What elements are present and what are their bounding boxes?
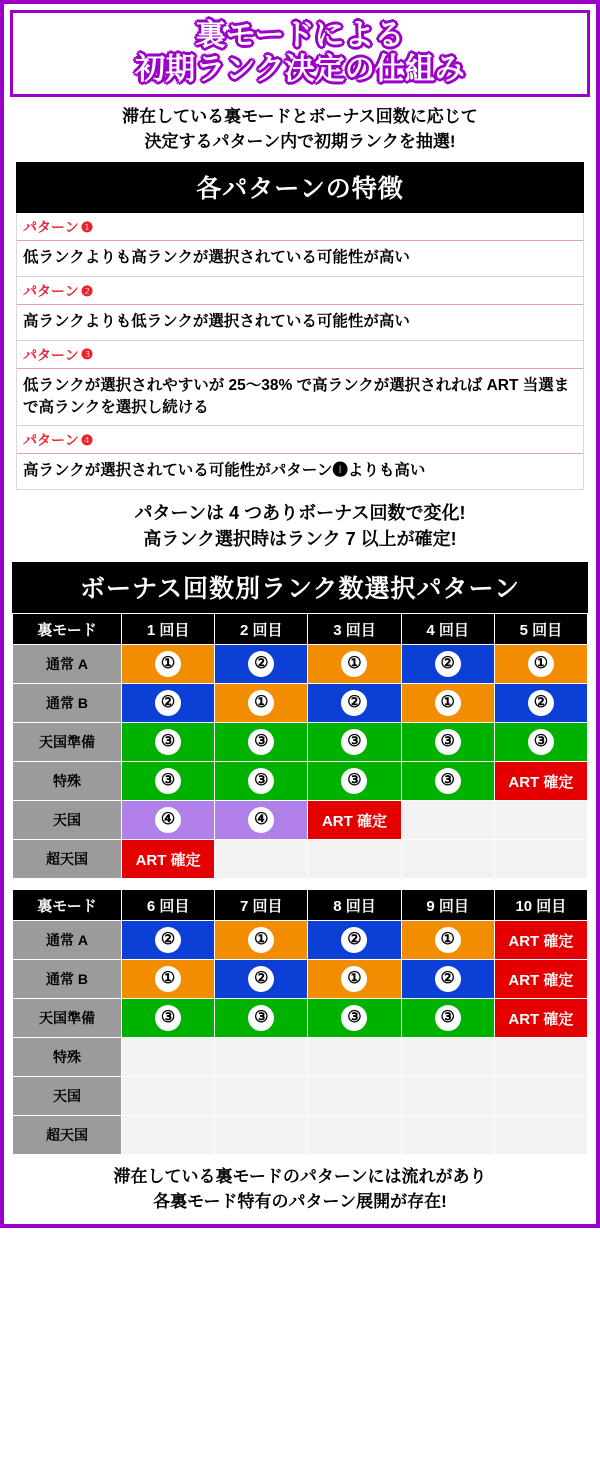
rank-table-block-2 (12, 889, 588, 1155)
rank-pattern-badge: ③ (155, 768, 181, 794)
row-header-mode: 特殊 (13, 762, 122, 801)
pattern-number-2: ❷ (80, 282, 94, 299)
pattern-label-1 (17, 213, 583, 241)
table-cell (308, 762, 401, 801)
table-cell (215, 1077, 308, 1116)
rank-table-2-head (13, 890, 588, 921)
table-cell (122, 1077, 215, 1116)
pattern-number-3: ❸ (80, 346, 94, 363)
rank-pattern-badge: ① (248, 690, 274, 716)
table-row (13, 921, 588, 960)
rank-pattern-badge: ③ (435, 729, 461, 755)
row-header-mode: 天国 (13, 1077, 122, 1116)
table-cell (494, 840, 587, 879)
table-cell (494, 1116, 587, 1155)
table-row (13, 1038, 588, 1077)
pattern-desc-4: 高ランクが選択されている可能性がパターン❶よりも高い (17, 454, 583, 489)
table-cell (215, 921, 308, 960)
table-cell (401, 684, 494, 723)
rank-pattern-badge: ① (435, 927, 461, 953)
rank-pattern-badge: ① (341, 651, 367, 677)
features-heading: 各パターンの特徴 (16, 162, 584, 213)
header-col-2: 2 回目 (215, 614, 308, 645)
table-cell (494, 801, 587, 840)
pattern-label-text-2: パターン (23, 283, 79, 300)
table-cell (308, 840, 401, 879)
table-row (13, 801, 588, 840)
table-cell (308, 723, 401, 762)
pattern-label-3 (17, 341, 583, 369)
table-cell (122, 1116, 215, 1155)
table-cell (122, 762, 215, 801)
header-mode-2: 裏モード (13, 890, 122, 921)
rank-table-block-1 (12, 613, 588, 879)
table-cell: ART 確定 (308, 801, 401, 840)
table-cell: ART 確定 (494, 921, 587, 960)
header-col-6: 6 回目 (122, 890, 215, 921)
features-list (16, 213, 584, 489)
pattern-label-text-1: パターン (23, 219, 79, 236)
rank-pattern-badge: ③ (341, 1005, 367, 1031)
row-header-mode: 特殊 (13, 1038, 122, 1077)
table-row (13, 723, 588, 762)
table-cell (122, 723, 215, 762)
mid-note-line-1: パターンは 4 つありボーナス回数で変化! (134, 502, 466, 523)
row-header-mode: 通常 B (13, 684, 122, 723)
rank-pattern-badge: ④ (248, 807, 274, 833)
pattern-desc-3: 低ランクが選択されやすいが 25〜38% で高ランクが選択されれば ART 当選まで高ランクを選択し続ける (17, 369, 583, 426)
table-cell (401, 921, 494, 960)
table-cell (308, 1116, 401, 1155)
mid-note (12, 500, 588, 552)
table-cell (401, 723, 494, 762)
table-row (13, 762, 588, 801)
table-cell (122, 801, 215, 840)
header-col-5: 5 回目 (494, 614, 587, 645)
row-header-mode: 超天国 (13, 840, 122, 879)
table-cell (494, 1077, 587, 1116)
table-cell: ART 確定 (122, 840, 215, 879)
header-col-3: 3 回目 (308, 614, 401, 645)
table-cell (215, 840, 308, 879)
table-cell (215, 960, 308, 999)
pattern-label-text-4: パターン (23, 432, 79, 449)
rank-pattern-badge: ③ (341, 768, 367, 794)
table-header-row (13, 890, 588, 921)
rank-pattern-badge: ① (155, 966, 181, 992)
table-cell (401, 1077, 494, 1116)
table-cell (308, 645, 401, 684)
table-cell (308, 1077, 401, 1116)
table-cell (401, 960, 494, 999)
table-cell (122, 645, 215, 684)
rank-pattern-badge: ② (248, 966, 274, 992)
rank-table-1-body (13, 645, 588, 879)
rank-pattern-badge: ② (341, 690, 367, 716)
pattern-label-4 (17, 426, 583, 454)
rank-pattern-badge: ③ (435, 768, 461, 794)
rank-pattern-badge: ① (341, 966, 367, 992)
pattern-number-4: ❹ (80, 431, 94, 448)
rank-pattern-badge: ③ (248, 768, 274, 794)
table-cell (401, 840, 494, 879)
page-title (10, 10, 590, 97)
table-cell: ART 確定 (494, 762, 587, 801)
table-cell (401, 801, 494, 840)
table-cell (122, 999, 215, 1038)
rank-pattern-badge: ② (248, 651, 274, 677)
table-cell: ART 確定 (494, 960, 587, 999)
table-cell (215, 684, 308, 723)
table-cell (494, 645, 587, 684)
mid-note-line-2: 高ランク選択時はランク 7 以上が確定! (143, 529, 457, 549)
table-cell (122, 1038, 215, 1077)
table-cell (215, 762, 308, 801)
rank-pattern-badge: ② (155, 690, 181, 716)
row-header-mode: 通常 A (13, 921, 122, 960)
table-cell (401, 1038, 494, 1077)
title-line-1: 裏モードによる (195, 19, 405, 52)
rank-pattern-badge: ④ (155, 807, 181, 833)
row-header-mode: 天国準備 (13, 999, 122, 1038)
table-cell (215, 1116, 308, 1155)
row-header-mode: 超天国 (13, 1116, 122, 1155)
rank-pattern-badge: ③ (341, 729, 367, 755)
table-row (13, 840, 588, 879)
rank-pattern-badge: ② (528, 690, 554, 716)
pattern-label-2 (17, 277, 583, 305)
header-mode: 裏モード (13, 614, 122, 645)
table-cell (494, 1038, 587, 1077)
table-cell (215, 723, 308, 762)
rank-pattern-badge: ③ (528, 729, 554, 755)
pattern-desc-1: 低ランクよりも高ランクが選択されている可能性が高い (17, 241, 583, 277)
header-col-9: 9 回目 (401, 890, 494, 921)
rank-pattern-badge: ① (435, 690, 461, 716)
header-col-4: 4 回目 (401, 614, 494, 645)
rank-pattern-badge: ① (528, 651, 554, 677)
bottom-note-line-2: 各裏モード特有のパターン展開が存在! (153, 1191, 447, 1211)
rank-pattern-badge: ② (155, 927, 181, 953)
header-col-8: 8 回目 (308, 890, 401, 921)
header-col-7: 7 回目 (215, 890, 308, 921)
table-cell (308, 1038, 401, 1077)
rank-pattern-badge: ③ (435, 1005, 461, 1031)
row-header-mode: 天国 (13, 801, 122, 840)
table-row (13, 645, 588, 684)
rank-pattern-badge: ③ (248, 1005, 274, 1031)
table-cell (401, 1116, 494, 1155)
table-header-row (13, 614, 588, 645)
bottom-note (12, 1165, 588, 1214)
table-cell (401, 762, 494, 801)
table-cell (401, 645, 494, 684)
table-cell (215, 801, 308, 840)
rank-table-1 (12, 613, 588, 879)
rank-pattern-badge: ③ (248, 729, 274, 755)
lead-line-2: 決定するパターン内で初期ランクを抽選! (144, 131, 456, 151)
table-cell: ART 確定 (494, 999, 587, 1038)
table-cell (308, 960, 401, 999)
lead-line-1: 滞在している裏モードとボーナス回数に応じて (122, 107, 478, 127)
table-heading: ボーナス回数別ランク数選択パターン (12, 562, 588, 613)
table-cell (215, 1038, 308, 1077)
table-cell (494, 723, 587, 762)
rank-pattern-badge: ② (435, 651, 461, 677)
table-cell (308, 921, 401, 960)
header-col-1: 1 回目 (122, 614, 215, 645)
pattern-desc-2: 高ランクよりも低ランクが選択されている可能性が高い (17, 305, 583, 341)
table-row (13, 684, 588, 723)
table-row (13, 999, 588, 1038)
row-header-mode: 通常 A (13, 645, 122, 684)
table-row (13, 1116, 588, 1155)
table-cell (401, 999, 494, 1038)
rank-table-2 (12, 889, 588, 1155)
lead-text (14, 105, 586, 154)
pattern-number-1: ❶ (80, 218, 94, 235)
table-row (13, 960, 588, 999)
table-cell (215, 999, 308, 1038)
rank-table-1-head (13, 614, 588, 645)
rank-pattern-badge: ② (341, 927, 367, 953)
table-gap (4, 879, 596, 889)
row-header-mode: 通常 B (13, 960, 122, 999)
rank-pattern-badge: ① (248, 927, 274, 953)
pattern-label-text-3: パターン (23, 346, 79, 363)
table-cell (122, 684, 215, 723)
table-cell (215, 645, 308, 684)
row-header-mode: 天国準備 (13, 723, 122, 762)
rank-pattern-badge: ③ (155, 729, 181, 755)
table-cell (494, 684, 587, 723)
table-row (13, 1077, 588, 1116)
rank-pattern-badge: ③ (155, 1005, 181, 1031)
bottom-note-line-1: 滞在している裏モードのパターンには流れがあり (113, 1167, 487, 1187)
title-line-2: 初期ランク決定の仕組み (135, 52, 465, 86)
rank-table-2-body (13, 921, 588, 1155)
table-cell (308, 999, 401, 1038)
header-col-10: 10 回目 (494, 890, 587, 921)
table-cell (122, 921, 215, 960)
table-cell (308, 684, 401, 723)
table-cell (122, 960, 215, 999)
rank-pattern-badge: ② (435, 966, 461, 992)
rank-pattern-badge: ① (155, 651, 181, 677)
